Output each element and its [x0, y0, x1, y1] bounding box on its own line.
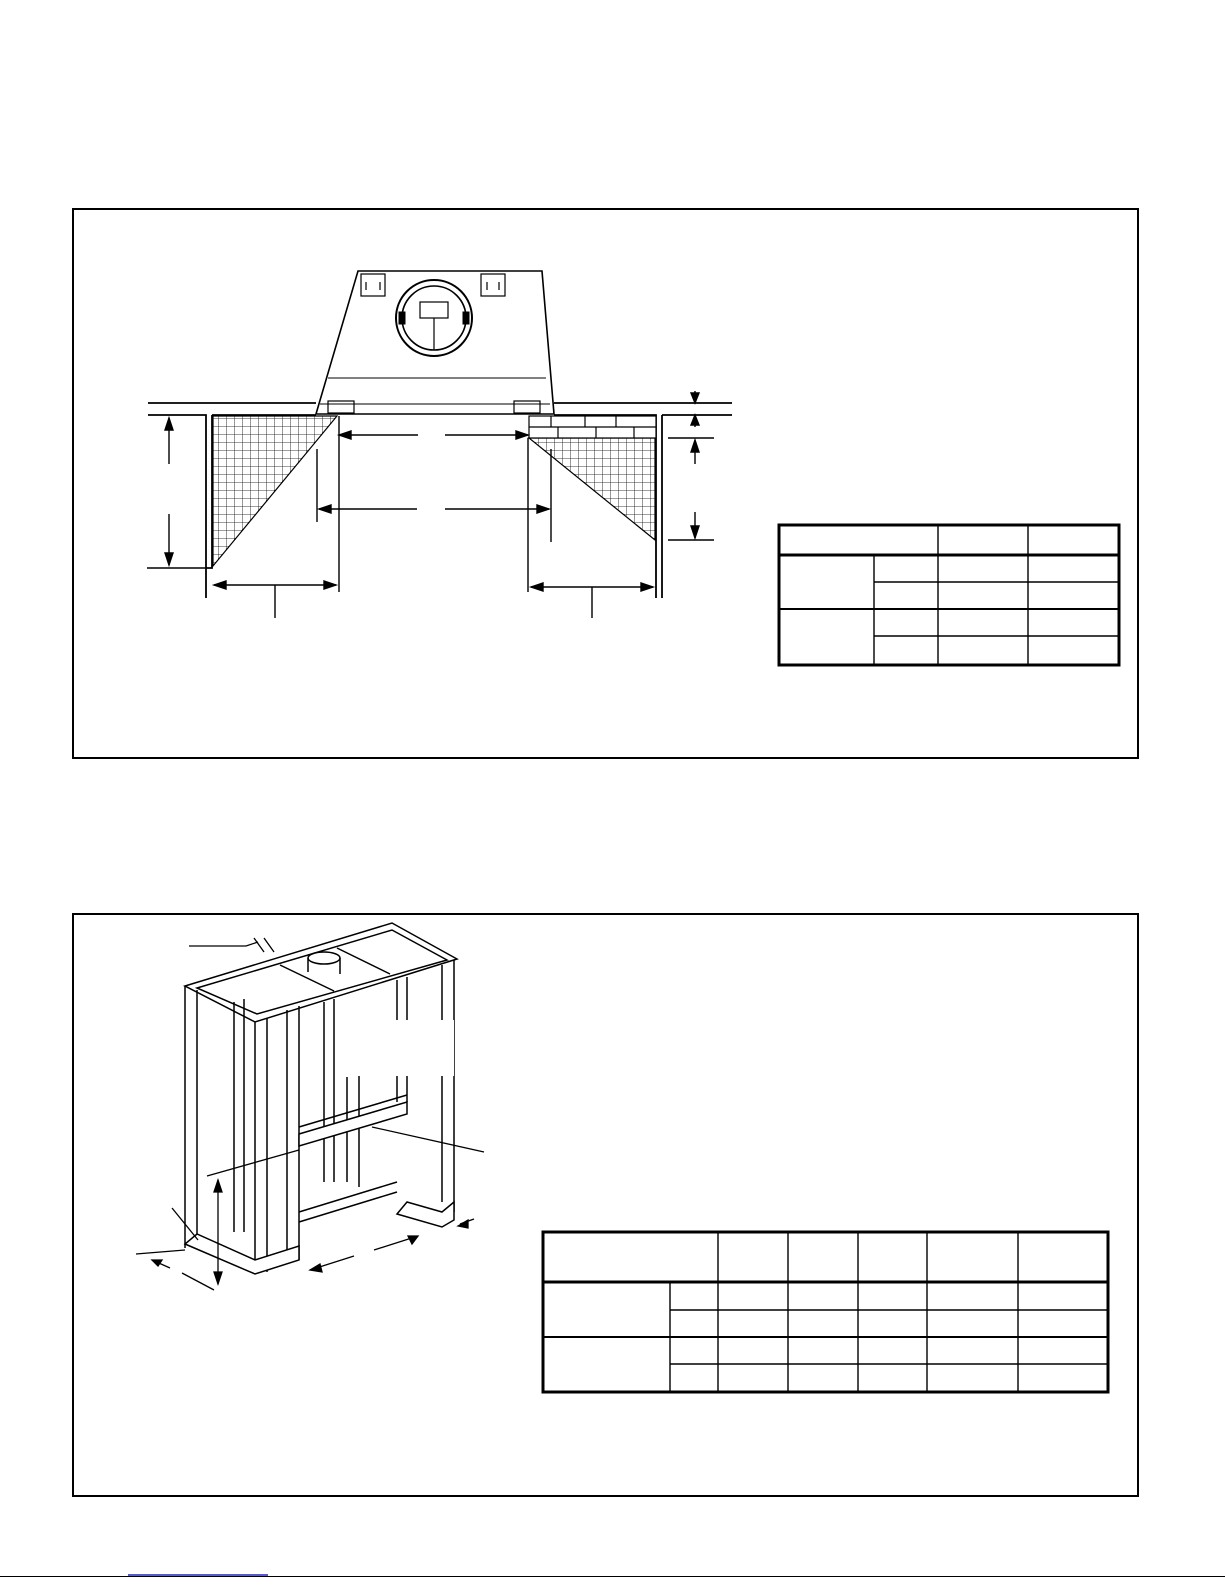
footer-rule: [0, 1576, 1225, 1577]
hatched-clearance-left: [213, 416, 337, 566]
figure-panel-bottom: [72, 913, 1139, 1497]
brick-facing: [529, 416, 656, 438]
hatched-clearance-right: [529, 438, 655, 540]
clearance-table: [779, 525, 1119, 665]
label-knockout: [350, 1020, 454, 1076]
chase-framing: [185, 923, 457, 1274]
chase-framing-drawing: [74, 915, 1141, 1499]
fireplace-plan-drawing: [74, 210, 1141, 761]
footer-link-underline[interactable]: [128, 1574, 268, 1576]
framing-table: [543, 1232, 1108, 1392]
fireplace-unit: [316, 271, 554, 414]
figure-panel-top: [72, 208, 1139, 759]
